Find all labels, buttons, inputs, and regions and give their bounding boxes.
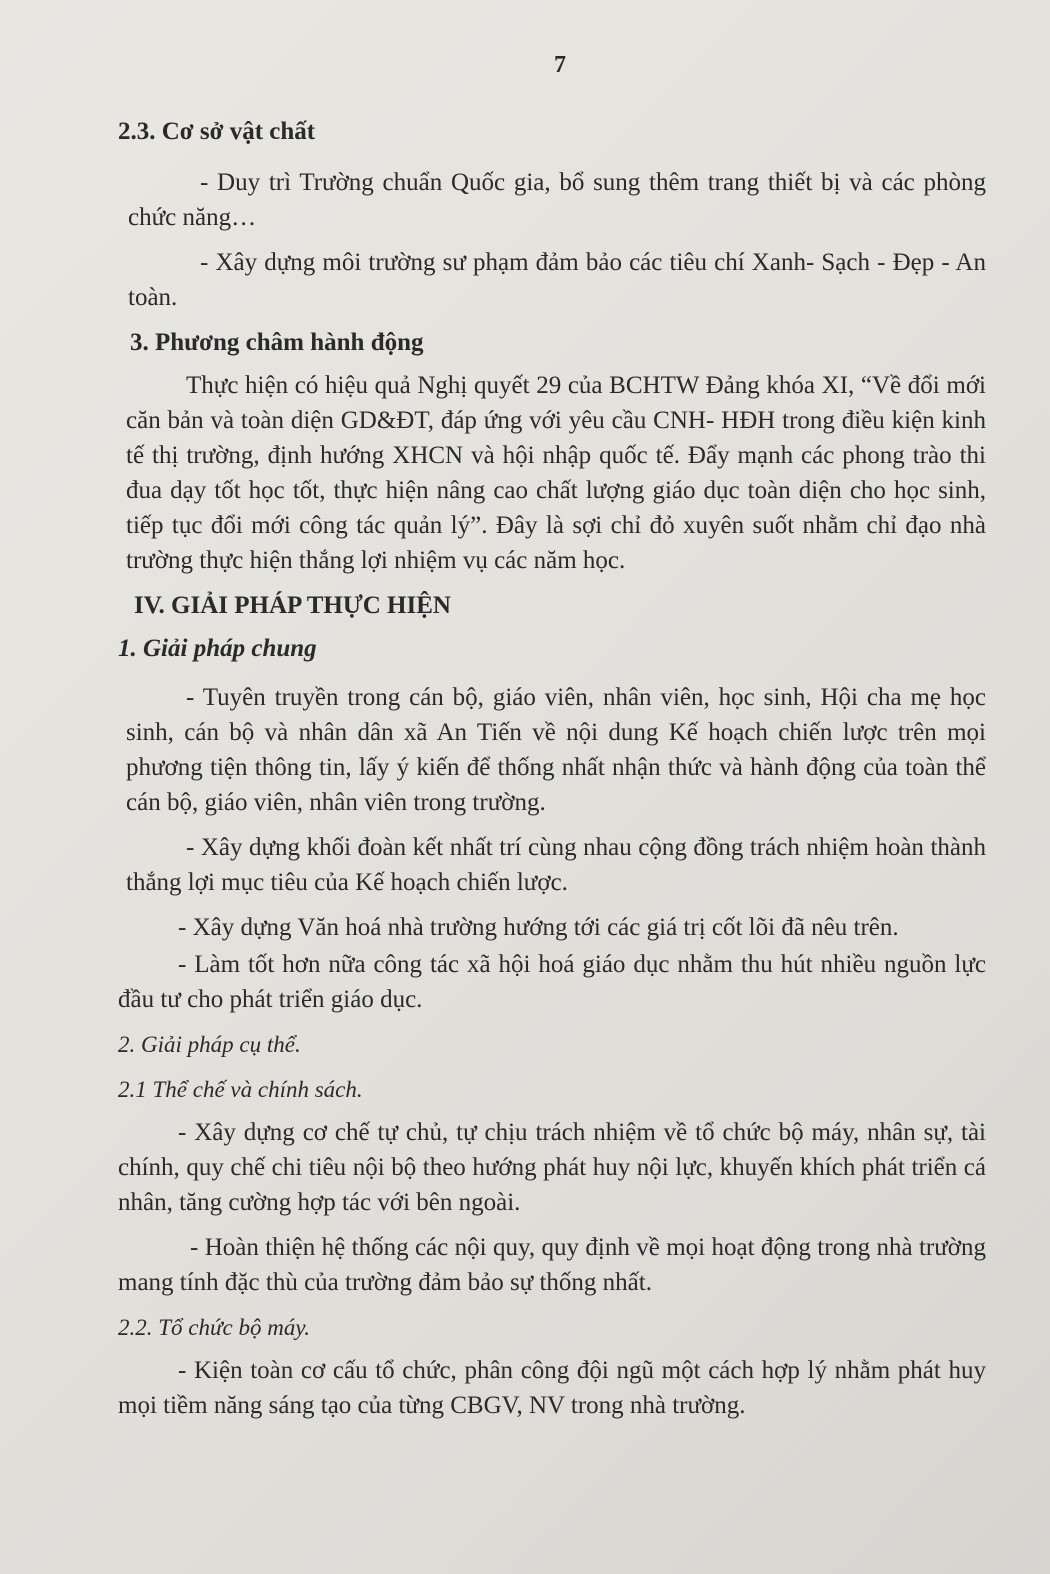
heading-facilities: 2.3. Cơ sở vật chất [118,118,316,145]
heading-specific-solutions: 2. Giải pháp cụ thể. [118,1032,301,1057]
paragraph-general-4: - Làm tốt hơn nữa công tác xã hội hoá giáo dục nhằm thu hút nhiều nguồn lực đầu tư cho phát triển giáo dục. [118,951,986,1013]
page-number: 7 [554,52,566,78]
heading-action-motto: 3. Phương châm hành động [130,329,424,356]
heading-solutions: IV. GIẢI PHÁP THỰC HIỆN [134,592,451,619]
paragraph-organization-1: - Kiện toàn cơ cấu tổ chức, phân công đội ngũ một cách hợp lý nhằm phát huy mọi tiềm năng sáng tạo của từng CBGV, NV trong nhà trường. [118,1357,986,1419]
page-body [118,112,986,1433]
heading-institutions-policies: 2.1 Thể chế và chính sách. [118,1077,363,1102]
paragraph-action-motto: Thực hiện có hiệu quả Nghị quyết 29 của BCHTW Đảng khóa XI, “Về đổi mới căn bản và toàn diện GD&ĐT, đáp ứng với yêu cầu CNH- HĐH trong điều kiện kinh tế thị trường, định hướng XHCN và hội nhập quốc tế. Đẩy mạnh các phong trào thi đua dạy tốt học tốt, thực hiện nâng cao chất lượng giáo dục toàn diện cho học sinh, tiếp tục đổi mới công tác quản lý”. Đây là sợi chỉ đỏ xuyên suốt nhằm chỉ đạo nhà trường thực hiện thắng lợi nhiệm vụ các năm học. [126,372,986,574]
paragraph-facilities-1: - Duy trì Trường chuẩn Quốc gia, bổ sung thêm trang thiết bị và các phòng chức năng… [128,169,986,231]
paragraph-general-3: - Xây dựng Văn hoá nhà trường hướng tới các giá trị cốt lõi đã nêu trên. [178,914,899,941]
paragraph-general-1: - Tuyên truyền trong cán bộ, giáo viên, nhân viên, học sinh, Hội cha mẹ học sinh, cán bộ và nhân dân xã An Tiến về nội dung Kế hoạch chiến lược trên mọi phương tiện thông tin, lấy ý kiến để thống nhất nhận thức và hành động của toàn thể cán bộ, giáo viên, nhân viên trong trường. [126,684,986,816]
paragraph-institutions-1: - Xây dựng cơ chế tự chủ, tự chịu trách nhiệm về tổ chức bộ máy, nhân sự, tài chính, quy chế chi tiêu nội bộ theo hướng phát huy nội lực, khuyến khích phát triển cá nhân, tăng cường hợp tác với bên ngoài. [118,1119,986,1216]
heading-general-solutions: 1. Giải pháp chung [118,635,317,662]
paragraph-facilities-2: - Xây dựng môi trường sư phạm đảm bảo các tiêu chí Xanh- Sạch - Đẹp - An toàn. [128,249,986,311]
heading-organization: 2.2. Tổ chức bộ máy. [118,1315,311,1340]
paragraph-general-2: - Xây dựng khối đoàn kết nhất trí cùng nhau cộng đồng trách nhiệm hoàn thành thắng lợi mục tiêu của Kế hoạch chiến lược. [126,834,986,896]
paragraph-institutions-2: - Hoàn thiện hệ thống các nội quy, quy định về mọi hoạt động trong nhà trường mang tính đặc thù của trường đảm bảo sự thống nhất. [118,1234,986,1296]
